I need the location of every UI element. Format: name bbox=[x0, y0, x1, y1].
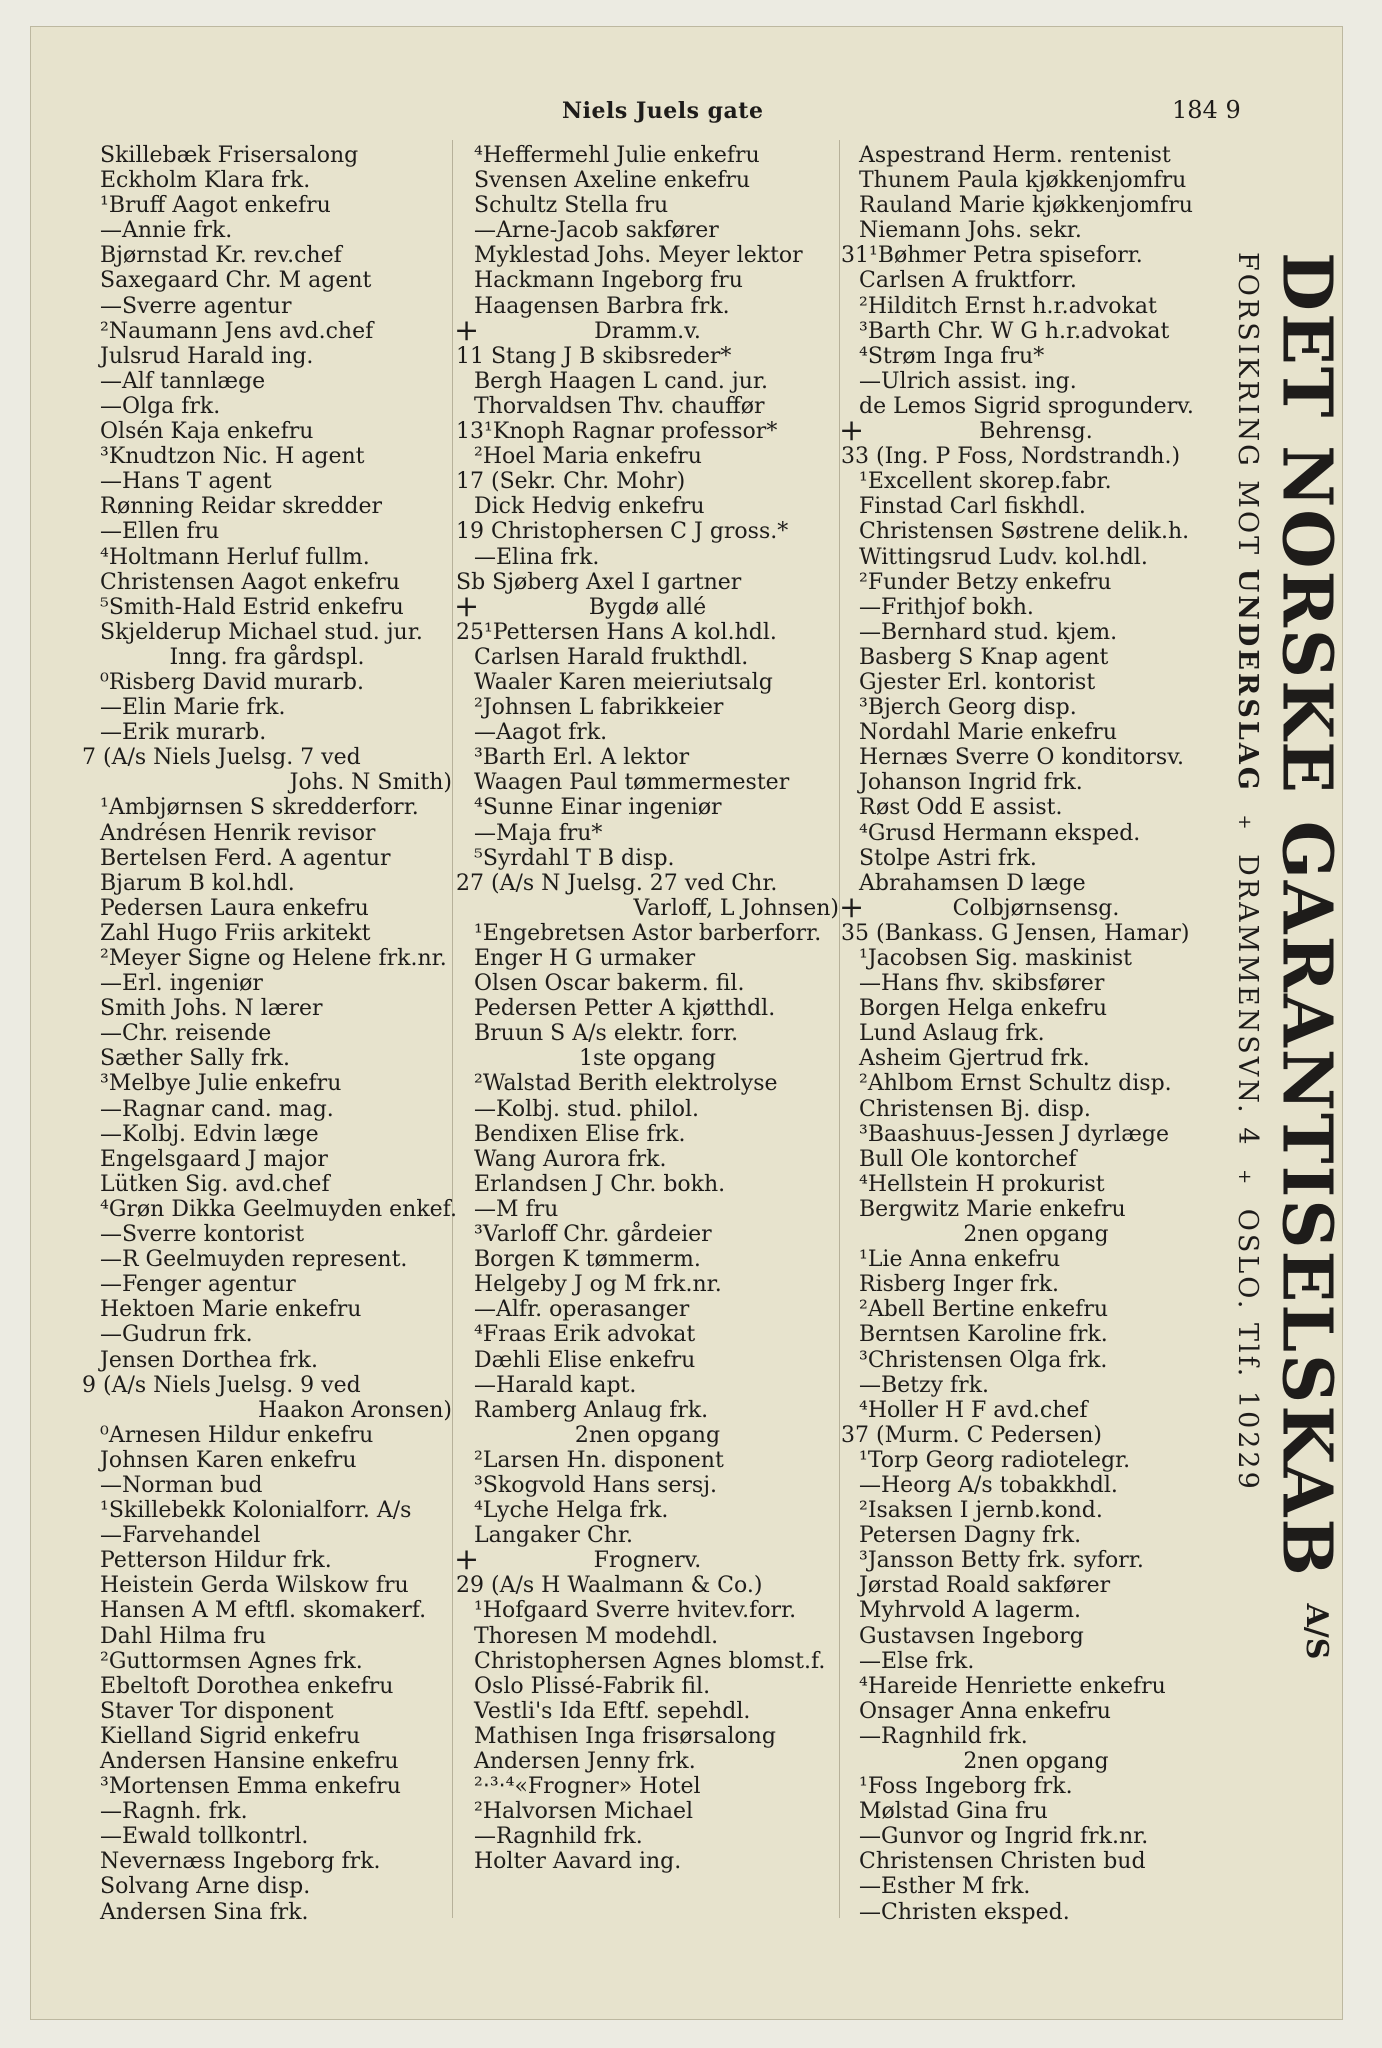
resident-entry: Heistein Gerda Wilskow fru bbox=[100, 1573, 409, 1599]
resident-entry: Bergwitz Marie enkefru bbox=[859, 1196, 1126, 1222]
street-title: Niels Juels gate bbox=[562, 98, 764, 124]
resident-entry: Andersen Hansine enkefru bbox=[100, 1749, 399, 1774]
resident-entry: Ebeltoft Dorothea enkefru bbox=[100, 1673, 394, 1699]
resident-entry: ³Barth Chr. W G h.r.advokat bbox=[859, 318, 1170, 344]
resident-entry: Christophersen Agnes blomst.f. bbox=[474, 1648, 826, 1674]
resident-entry: Vestli's Ida Eftf. sepehdl. bbox=[474, 1698, 751, 1724]
column-divider bbox=[839, 140, 840, 1918]
resident-entry: Andersen Sina frk. bbox=[100, 1899, 309, 1925]
resident-entry: Borgen K tømmerm. bbox=[474, 1247, 701, 1273]
resident-entry: ¹Excellent skorep.fabr. bbox=[859, 469, 1112, 495]
house-number-entry: 13¹Knoph Ragnar professor* bbox=[456, 419, 778, 445]
resident-entry: ³Skogvold Hans sersj. bbox=[474, 1472, 718, 1498]
resident-entry: ³Melbye Julie enkefru bbox=[100, 1071, 342, 1097]
resident-entry: Sæther Sally frk. bbox=[100, 1046, 290, 1072]
resident-entry: Mathisen Inga frisørsalong bbox=[474, 1723, 776, 1749]
resident-entry: Hektoen Marie enkefru bbox=[100, 1297, 362, 1323]
house-number-entry: 9 (A/s Niels Juelsg. 9 ved bbox=[82, 1372, 361, 1398]
resident-entry: ²Hilditch Ernst h.r.advokat bbox=[859, 293, 1157, 319]
resident-entry: ²Isaksen I jernb.kond. bbox=[859, 1498, 1103, 1524]
resident-entry: —Sverre kontorist bbox=[100, 1222, 305, 1248]
resident-entry: —Elina frk. bbox=[474, 544, 600, 570]
resident-entry: ³Baashuus-Jessen J dyrlæge bbox=[859, 1121, 1169, 1147]
resident-entry: Abrahamsen D læge bbox=[859, 870, 1086, 896]
resident-entry: Gjester Erl. kontorist bbox=[859, 669, 1096, 695]
resident-entry: ⁴Heffermehl Julie enkefru bbox=[474, 143, 760, 168]
resident-entry: Wittingsrud Ludv. kol.hdl. bbox=[859, 544, 1148, 570]
resident-entry: Smith Johs. N lærer bbox=[100, 996, 323, 1022]
building-owner-line: Varloff, L Johnsen) bbox=[633, 895, 839, 921]
cross-street-name: Bygdø allé bbox=[588, 594, 707, 620]
resident-entry: ³Bjerch Georg disp. bbox=[859, 695, 1077, 721]
house-number-entry: Sb Sjøberg Axel I gartner bbox=[456, 569, 742, 595]
resident-entry: —Else frk. bbox=[859, 1648, 975, 1674]
house-number-entry: 25¹Pettersen Hans A kol.hdl. bbox=[456, 619, 777, 645]
resident-entry: ²Larsen Hn. disponent bbox=[474, 1447, 724, 1473]
resident-entry: —Bernhard stud. kjem. bbox=[859, 619, 1118, 645]
resident-entry: —Farvehandel bbox=[100, 1523, 261, 1549]
resident-entry: Berntsen Karoline frk. bbox=[859, 1322, 1108, 1348]
resident-entry: Myhrvold A lagerm. bbox=[859, 1598, 1081, 1624]
resident-entry: Langaker Chr. bbox=[474, 1523, 634, 1549]
resident-entry: Waagen Paul tømmermester bbox=[474, 770, 790, 796]
resident-entry: ⁴Holler H F avd.chef bbox=[859, 1397, 1088, 1423]
resident-entry: —Ragnhild frk. bbox=[474, 1824, 643, 1850]
resident-entry: ⁴Lyche Helga frk. bbox=[474, 1498, 669, 1524]
resident-entry: Risberg Inger frk. bbox=[859, 1272, 1060, 1298]
resident-entry: ²Hoel Maria enkefru bbox=[474, 444, 702, 470]
resident-entry: ¹Ambjørnsen S skredderforr. bbox=[100, 795, 419, 821]
resident-entry: ²Ahlbom Ernst Schultz disp. bbox=[859, 1071, 1172, 1097]
resident-entry: Lütken Sig. avd.chef bbox=[100, 1171, 330, 1197]
resident-entry: ⁴Grøn Dikka Geelmuyden enkef. bbox=[100, 1196, 458, 1222]
staircase-heading: 2nen opgang bbox=[963, 1749, 1109, 1774]
resident-entry: ³Christensen Olga frk. bbox=[859, 1347, 1108, 1373]
advertisement-address: DRAMMENSVN. 4 bbox=[1232, 854, 1263, 1148]
resident-entry: Christensen Bj. disp. bbox=[859, 1096, 1091, 1122]
advertisement-separator: + bbox=[1234, 814, 1255, 833]
resident-entry: ⁵Smith-Hald Estrid enkefru bbox=[100, 594, 404, 620]
resident-entry: ³Mortensen Emma enkefru bbox=[100, 1774, 401, 1800]
resident-entry: —Annie frk. bbox=[100, 218, 233, 244]
cross-street-name: Behrensg. bbox=[979, 419, 1093, 445]
resident-entry: Solvang Arne disp. bbox=[100, 1874, 311, 1900]
resident-entry: —Erik murarb. bbox=[100, 720, 267, 746]
resident-entry: Mølstad Gina fru bbox=[859, 1799, 1048, 1825]
resident-entry: —R Geelmuyden represent. bbox=[100, 1247, 408, 1273]
resident-entry: ¹Hofgaard Sverre hvitev.forr. bbox=[474, 1598, 797, 1624]
staircase-heading: 1ste opgang bbox=[579, 1046, 716, 1072]
staircase-heading: 2nen opgang bbox=[574, 1422, 721, 1448]
cross-street-icon: + bbox=[454, 312, 480, 348]
resident-entry: ²Walstad Berith elektrolyse bbox=[474, 1071, 778, 1097]
resident-entry: Zahl Hugo Friis arkitekt bbox=[100, 920, 371, 946]
resident-entry: —Gudrun frk. bbox=[100, 1322, 253, 1348]
cross-street-icon: + bbox=[454, 1542, 480, 1578]
cross-street-heading bbox=[454, 1542, 839, 1578]
resident-entry: Bergh Haagen L cand. jur. bbox=[474, 368, 768, 394]
advertisement-phone: Tlf. 10229 bbox=[1232, 1323, 1263, 1492]
resident-entry: —Ellen fru bbox=[100, 519, 220, 545]
resident-entry: Olsén Kaja enkefru bbox=[100, 419, 314, 445]
resident-entry: ²Funder Betzy enkefru bbox=[859, 569, 1112, 595]
column-3 bbox=[841, 143, 1231, 1925]
resident-entry: ³Barth Erl. A lektor bbox=[474, 745, 690, 771]
resident-entry: Thoresen M modehdl. bbox=[474, 1623, 719, 1649]
resident-entry: Johanson Ingrid frk. bbox=[859, 770, 1083, 796]
resident-entry: —Ragnh. frk. bbox=[100, 1799, 248, 1825]
cross-street-heading bbox=[839, 413, 1231, 449]
resident-entry: —Erl. ingeniør bbox=[100, 971, 263, 997]
advertisement-separator: + bbox=[1234, 1169, 1255, 1188]
resident-entry: Aspestrand Herm. rentenist bbox=[859, 143, 1171, 168]
resident-entry: —M fru bbox=[474, 1196, 559, 1222]
resident-entry: Borgen Helga enkefru bbox=[859, 996, 1107, 1022]
resident-entry: ⁴Strøm Inga fru* bbox=[859, 343, 1045, 369]
resident-entry: Christensen Søstrene delik.h. bbox=[859, 519, 1190, 545]
column-1 bbox=[82, 143, 458, 1925]
cross-street-icon: + bbox=[839, 413, 865, 449]
resident-entry: ²‧³‧⁴«Frogner» Hotel bbox=[474, 1774, 701, 1800]
resident-entry: —Hans T agent bbox=[100, 469, 272, 495]
resident-entry: Jensen Dorthea frk. bbox=[100, 1347, 319, 1373]
house-number-entry: 17 (Sekr. Chr. Mohr) bbox=[456, 469, 686, 495]
resident-entry: Lund Aslaug frk. bbox=[859, 1021, 1045, 1047]
resident-entry: ⁴Sunne Einar ingeniør bbox=[474, 795, 722, 821]
house-number-entry: 37 (Murm. C Pedersen) bbox=[841, 1422, 1102, 1448]
resident-entry: Kielland Sigrid enkefru bbox=[100, 1723, 361, 1749]
resident-entry: Skjelderup Michael stud. jur. bbox=[100, 619, 423, 645]
resident-entry: —Ragnar cand. mag. bbox=[100, 1096, 334, 1122]
resident-entry: Carlsen Harald frukthdl. bbox=[474, 644, 749, 670]
resident-entry: ²Meyer Signe og Helene frk.nr. bbox=[100, 946, 447, 971]
resident-entry: —Harald kapt. bbox=[474, 1372, 637, 1398]
house-number-entry: 35 (Bankass. G Jensen, Hamar) bbox=[841, 920, 1190, 946]
resident-entry: Dick Hedvig enkefru bbox=[474, 494, 705, 520]
advertisement-underslag: UNDERSLAG bbox=[1232, 568, 1263, 793]
resident-entry: —Heorg A/s tobakkhdl. bbox=[859, 1472, 1118, 1498]
resident-entry: —Sverre agentur bbox=[100, 293, 292, 319]
resident-entry: Wang Aurora frk. bbox=[474, 1146, 667, 1172]
advertisement-company-suffix: A/S bbox=[1299, 1603, 1334, 1660]
resident-entry: ²Naumann Jens avd.chef bbox=[100, 318, 374, 344]
resident-entry: —Alf tannlæge bbox=[100, 368, 266, 394]
resident-entry: ⁵Syrdahl T B disp. bbox=[474, 845, 675, 871]
resident-entry: Røst Odd E assist. bbox=[859, 795, 1063, 821]
resident-entry: —Fenger agentur bbox=[100, 1272, 296, 1298]
advertisement-company: DET NORSKE GARANTISELSKAB bbox=[1266, 252, 1347, 1578]
resident-entry: Olsen Oscar bakerm. fil. bbox=[474, 971, 745, 997]
resident-entry: ¹Lie Anna enkefru bbox=[859, 1247, 1061, 1273]
resident-entry: Petterson Hildur frk. bbox=[100, 1548, 332, 1574]
resident-entry: —Ragnhild frk. bbox=[859, 1723, 1028, 1749]
resident-entry: ²Halvorsen Michael bbox=[474, 1799, 694, 1825]
house-number-entry: 29 (A/s H Waalmann & Co.) bbox=[456, 1573, 763, 1599]
resident-entry: —Chr. reisende bbox=[100, 1021, 272, 1047]
resident-entry: Julsrud Harald ing. bbox=[100, 343, 314, 369]
resident-entry: Oslo Plissé-Fabrik fil. bbox=[474, 1673, 711, 1699]
building-owner-line: Johs. N Smith) bbox=[289, 770, 452, 796]
resident-entry: Basberg S Knap agent bbox=[859, 644, 1109, 670]
resident-entry: Andersen Jenny frk. bbox=[474, 1749, 696, 1774]
resident-entry: Jørstad Roald sakfører bbox=[859, 1573, 1111, 1599]
building-owner-line: Haakon Aronsen) bbox=[257, 1397, 452, 1423]
resident-entry: Eckholm Klara frk. bbox=[100, 168, 311, 194]
resident-entry: Carlsen A fruktforr. bbox=[859, 268, 1077, 294]
resident-entry: Bull Ole kontorchef bbox=[859, 1146, 1077, 1172]
resident-entry: Andrésen Henrik revisor bbox=[100, 820, 376, 846]
resident-entry: —Esther M frk. bbox=[859, 1874, 1031, 1900]
resident-entry: ⁴Holtmann Herluf fullm. bbox=[100, 544, 370, 570]
resident-entry: —Aagot frk. bbox=[474, 720, 608, 746]
cross-street-heading bbox=[454, 588, 839, 624]
resident-entry: Hernæs Sverre O konditorsv. bbox=[859, 745, 1185, 771]
resident-entry: Thorvaldsen Thv. chauffør bbox=[474, 393, 765, 419]
resident-entry: ⁴Hareide Henriette enkefru bbox=[859, 1673, 1166, 1699]
resident-entry: —Kolbj. Edvin læge bbox=[100, 1121, 319, 1147]
page-number: 184 9 bbox=[1172, 96, 1241, 124]
advertisement-title bbox=[1266, 252, 1352, 1660]
resident-entry: Petersen Dagny frk. bbox=[859, 1523, 1082, 1549]
resident-entry: Schultz Stella fru bbox=[474, 193, 669, 219]
advertisement-subline bbox=[1229, 252, 1262, 1492]
house-number-entry: 33 (Ing. P Foss, Nordstrandh.) bbox=[841, 444, 1181, 470]
staircase-heading: 2nen opgang bbox=[963, 1222, 1109, 1248]
resident-entry: Svensen Axeline enkefru bbox=[474, 168, 751, 194]
resident-entry: Engelsgaard J major bbox=[100, 1146, 328, 1172]
resident-entry: Stolpe Astri frk. bbox=[859, 845, 1037, 871]
resident-entry: —Betzy frk. bbox=[859, 1372, 990, 1398]
cross-street-heading bbox=[839, 889, 1231, 925]
resident-entry: Helgeby J og M frk.nr. bbox=[474, 1272, 722, 1298]
resident-entry: Onsager Anna enkefru bbox=[859, 1698, 1111, 1724]
house-number-entry: 19 Christophersen C J gross.* bbox=[456, 519, 789, 545]
resident-entry: Christensen Christen bud bbox=[859, 1849, 1146, 1875]
resident-entry: Bjørnstad Kr. rev.chef bbox=[100, 243, 342, 269]
advertisement-city: OSLO. bbox=[1232, 1208, 1263, 1312]
cross-street-icon: + bbox=[839, 889, 865, 925]
resident-entry: ¹Skillebekk Kolonialforr. A/s bbox=[100, 1498, 412, 1524]
resident-entry: Skillebæk Frisersalong bbox=[100, 143, 359, 168]
resident-entry: ¹Bruff Aagot enkefru bbox=[100, 193, 331, 219]
resident-entry: Dæhli Elise enkefru bbox=[474, 1347, 696, 1373]
resident-entry: —Arne-Jacob sakfører bbox=[474, 218, 719, 244]
resident-entry: —Norman bud bbox=[100, 1472, 263, 1498]
resident-entry: ²Guttormsen Agnes frk. bbox=[100, 1648, 363, 1674]
resident-entry: Finstad Carl fiskhdl. bbox=[859, 494, 1086, 520]
resident-entry: —Frithjof bokh. bbox=[859, 594, 1034, 620]
resident-entry: Johnsen Karen enkefru bbox=[100, 1447, 357, 1473]
resident-entry: Hackmann Ingeborg fru bbox=[474, 268, 743, 294]
resident-entry: —Hans fhv. skibsfører bbox=[859, 971, 1105, 997]
house-number-entry: 7 (A/s Niels Juelsg. 7 ved bbox=[82, 745, 361, 771]
resident-entry: —Elin Marie frk. bbox=[100, 695, 286, 721]
cross-street-icon: + bbox=[454, 588, 480, 624]
resident-entry: ⁰Risberg David murarb. bbox=[100, 669, 364, 695]
resident-entry: ¹Jacobsen Sig. maskinist bbox=[859, 946, 1133, 971]
resident-entry: Holter Aavard ing. bbox=[474, 1849, 682, 1875]
resident-entry: —Maja fru* bbox=[474, 820, 603, 846]
resident-entry: Enger H G urmaker bbox=[474, 946, 696, 971]
resident-entry: Dahl Hilma fru bbox=[100, 1623, 267, 1649]
resident-entry: —Ewald tollkontrl. bbox=[100, 1824, 309, 1850]
resident-entry: Ramberg Anlaug frk. bbox=[474, 1397, 709, 1423]
resident-entry: Hansen A M eftfl. skomakerf. bbox=[100, 1598, 427, 1624]
resident-entry: —Ulrich assist. ing. bbox=[859, 368, 1077, 394]
resident-entry: Gustavsen Ingeborg bbox=[859, 1623, 1084, 1649]
resident-entry: —Gunvor og Ingrid frk.nr. bbox=[859, 1824, 1149, 1850]
resident-entry: ³Knudtzon Nic. H agent bbox=[100, 444, 365, 470]
resident-entry: Pedersen Petter A kjøtthdl. bbox=[474, 996, 776, 1022]
resident-entry: Bruun S A/s elektr. forr. bbox=[474, 1021, 739, 1047]
resident-entry: Nevernæss Ingeborg frk. bbox=[100, 1849, 381, 1875]
resident-entry: Myklestad Johs. Meyer lektor bbox=[474, 243, 803, 269]
resident-entry: ²Johnsen L fabrikkeier bbox=[474, 695, 724, 721]
resident-entry: Rauland Marie kjøkkenjomfru bbox=[859, 193, 1193, 219]
resident-entry: —Kolbj. stud. philol. bbox=[474, 1096, 699, 1122]
resident-entry: Asheim Gjertrud frk. bbox=[859, 1046, 1090, 1072]
resident-entry: Bertelsen Ferd. A agentur bbox=[100, 845, 391, 871]
resident-entry: Waaler Karen meieriutsalg bbox=[474, 669, 773, 695]
resident-entry: Erlandsen J Chr. bokh. bbox=[474, 1171, 726, 1197]
house-number-entry: 27 (A/s N Juelsg. 27 ved Chr. bbox=[456, 870, 778, 896]
cross-street-name: Colbjørnsensg. bbox=[952, 895, 1120, 921]
column-2 bbox=[456, 143, 839, 1874]
resident-entry: Haagensen Barbra frk. bbox=[474, 293, 730, 319]
resident-entry: Thunem Paula kjøkkenjomfru bbox=[859, 168, 1187, 194]
resident-entry: ³Jansson Betty frk. syforr. bbox=[859, 1548, 1144, 1574]
resident-entry: ¹Foss Ingeborg frk. bbox=[859, 1774, 1073, 1800]
resident-entry: ⁴Fraas Erik advokat bbox=[474, 1322, 696, 1348]
resident-entry: Staver Tor disponent bbox=[100, 1698, 334, 1724]
house-number-entry: 31¹Bøhmer Petra spiseforr. bbox=[841, 243, 1143, 269]
resident-entry: —Olga frk. bbox=[100, 393, 221, 419]
advertisement-insurance: FORSIKRING MOT bbox=[1232, 252, 1263, 558]
resident-entry: Pedersen Laura enkefru bbox=[100, 895, 369, 921]
resident-entry: Bendixen Elise frk. bbox=[474, 1121, 686, 1147]
resident-entry: ¹Engebretsen Astor barberforr. bbox=[474, 920, 822, 946]
cross-street-name: Frognerv. bbox=[593, 1548, 702, 1574]
resident-entry: Niemann Johs. sekr. bbox=[859, 218, 1082, 244]
resident-entry: —Alfr. operasanger bbox=[474, 1297, 690, 1323]
resident-entry: —Christen eksped. bbox=[859, 1899, 1070, 1925]
column-divider bbox=[452, 140, 453, 1918]
resident-entry: ³Varloff Chr. gårdeier bbox=[474, 1222, 712, 1248]
resident-entry: Nordahl Marie enkefru bbox=[859, 720, 1117, 746]
resident-entry: ⁴Grusd Hermann eksped. bbox=[859, 820, 1141, 846]
resident-entry: ¹Torp Georg radiotelegr. bbox=[859, 1447, 1131, 1473]
resident-entry: ⁰Arnesen Hildur enkefru bbox=[100, 1422, 374, 1448]
staircase-heading: Inng. fra gårdspl. bbox=[169, 644, 365, 670]
resident-entry: Bjarum B kol.hdl. bbox=[100, 870, 295, 896]
resident-entry: de Lemos Sigrid sprogunderv. bbox=[859, 393, 1194, 419]
resident-entry: ²Abell Bertine enkefru bbox=[859, 1297, 1109, 1323]
resident-entry: Saxegaard Chr. M agent bbox=[100, 268, 372, 294]
resident-entry: ⁴Hellstein H prokurist bbox=[859, 1171, 1105, 1197]
cross-street-name: Dramm.v. bbox=[594, 318, 701, 344]
cross-street-heading bbox=[454, 312, 839, 348]
resident-entry: Christensen Aagot enkefru bbox=[100, 569, 400, 595]
house-number-entry: 11 Stang J B skibsreder* bbox=[456, 343, 732, 369]
resident-entry: Rønning Reidar skredder bbox=[100, 494, 383, 520]
